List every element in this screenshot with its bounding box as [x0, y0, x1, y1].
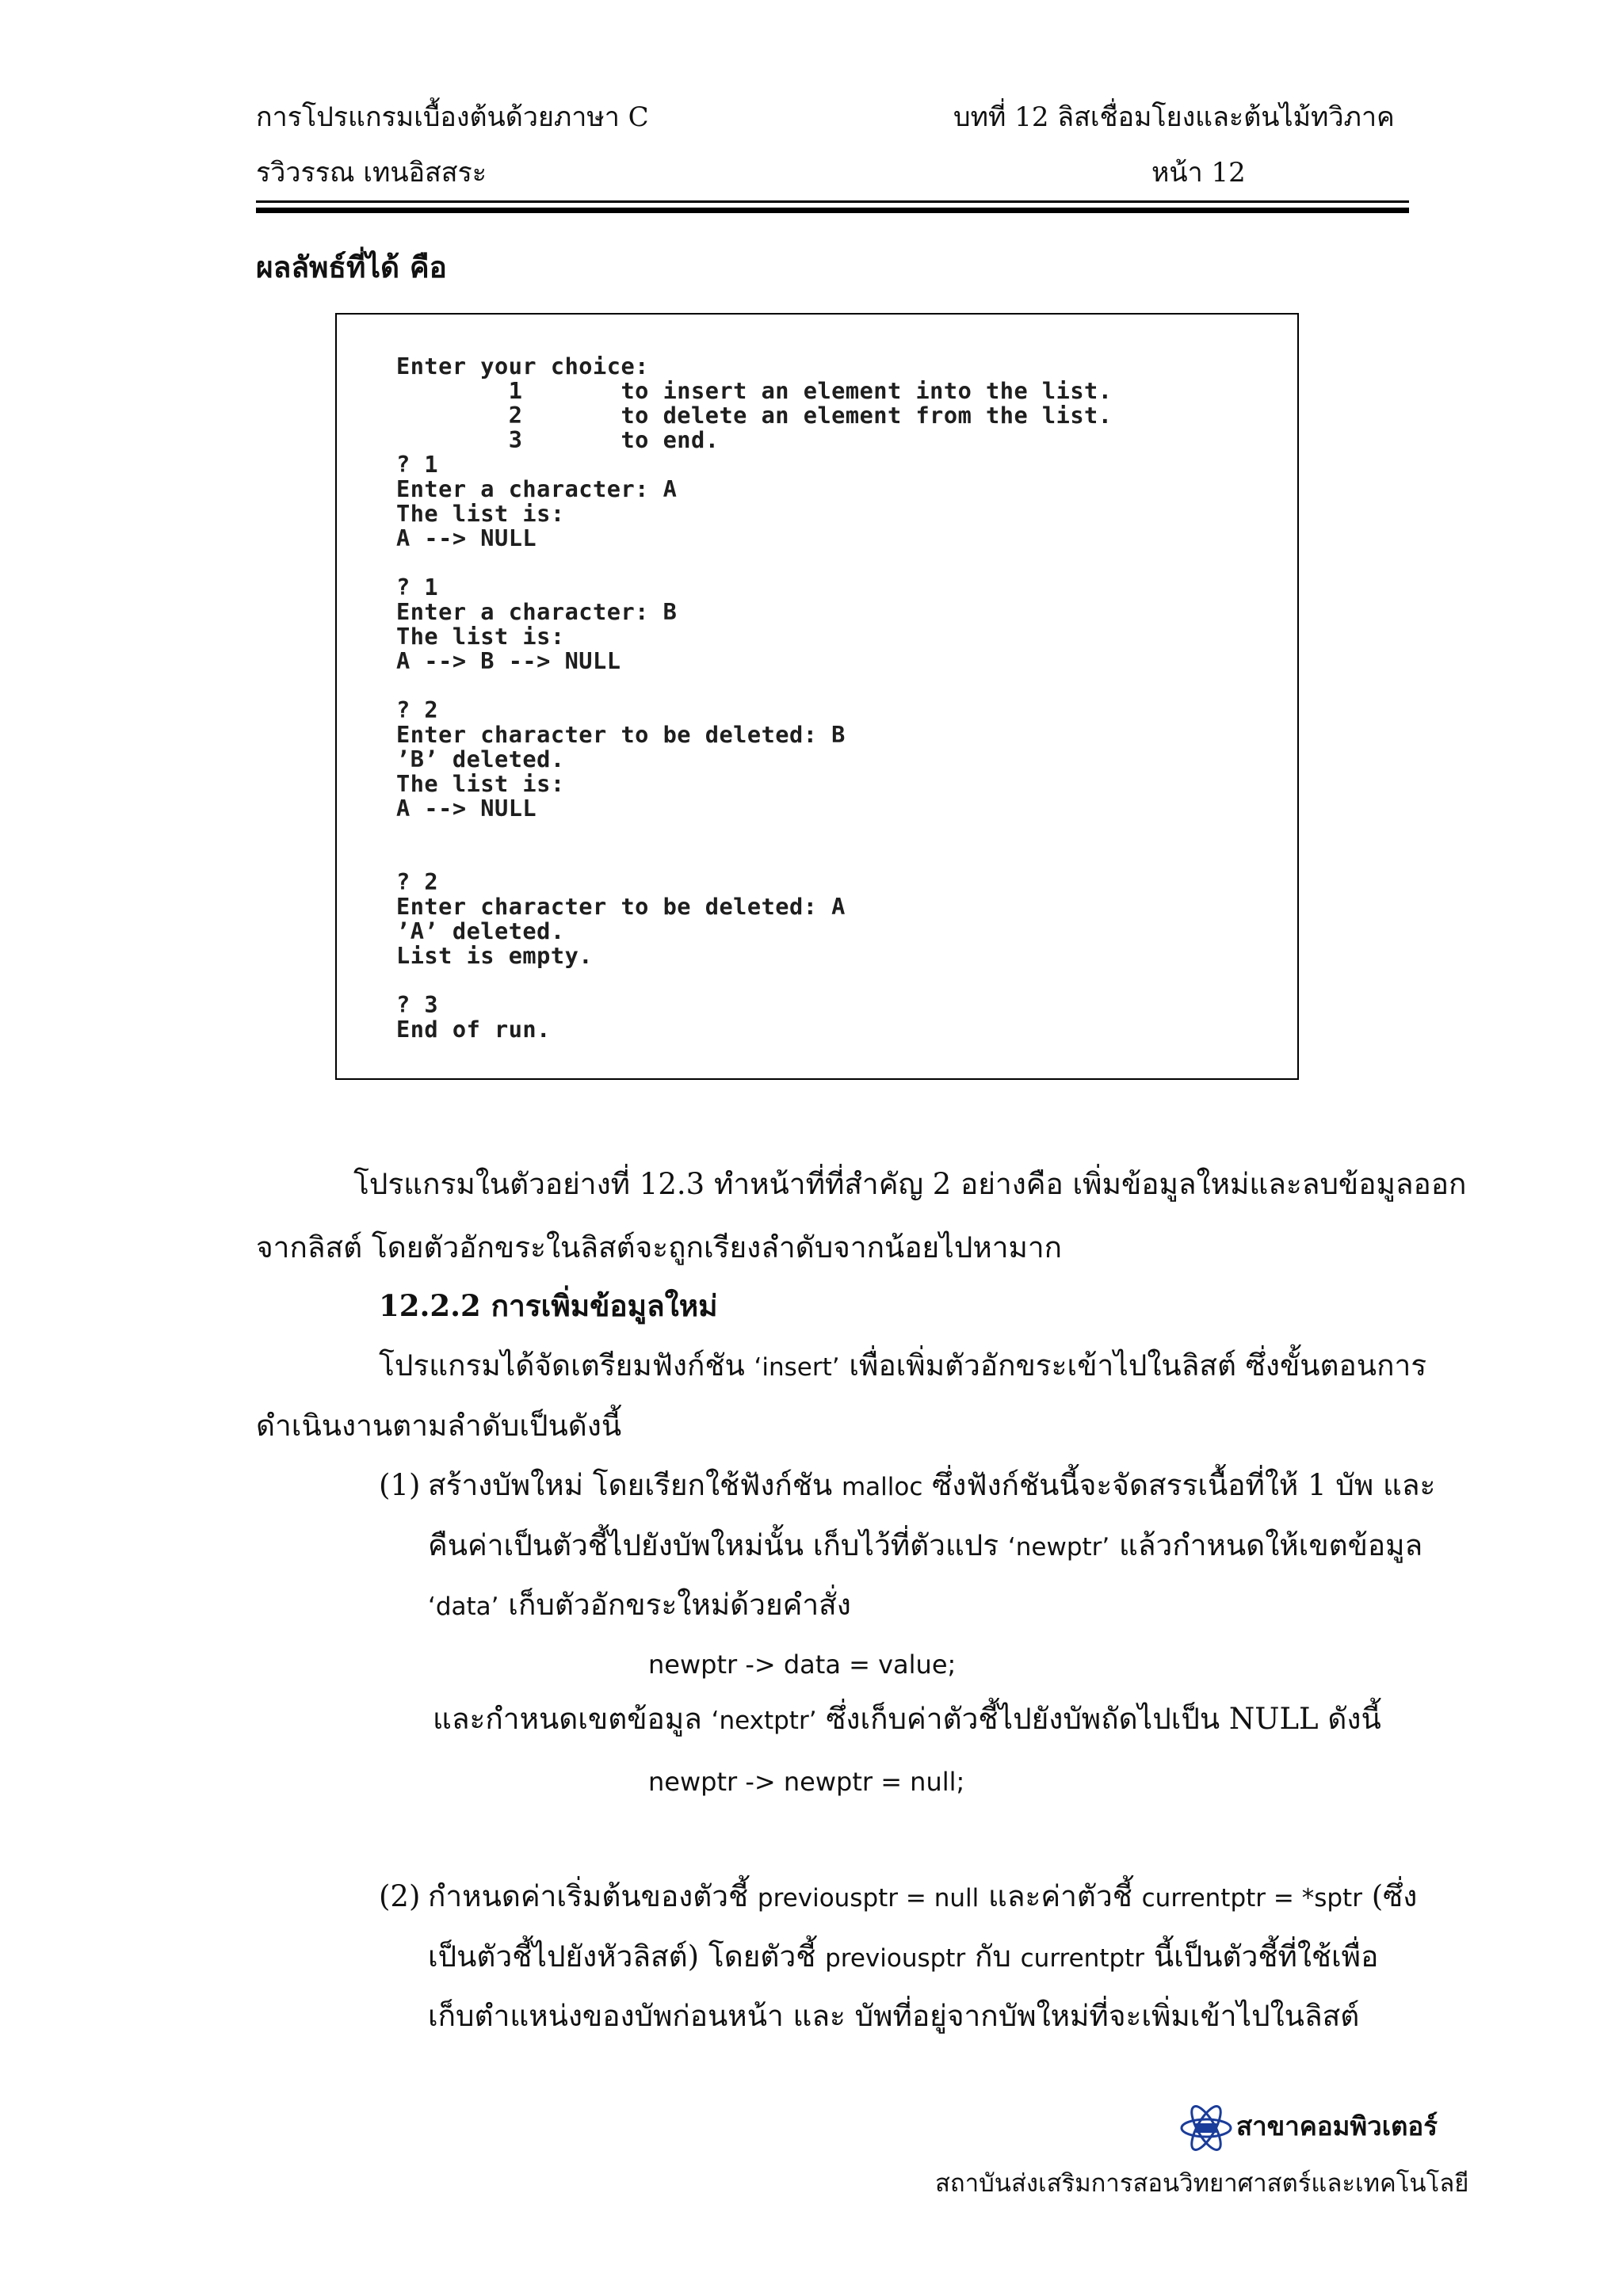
item2-code-currentptr-sptr: currentptr = *sptr [1141, 1884, 1362, 1913]
console-line: 1 to insert an element into the list. [396, 377, 1113, 404]
item1-line3 [428, 1588, 851, 1624]
section-heading: 12.2.2 การเพิ่มข้อมูลใหม่ [379, 1288, 718, 1323]
console-line [396, 821, 1112, 845]
item2-code-previousptr: previousptr [825, 1944, 966, 1973]
item1-code-data: ‘data’ [428, 1592, 499, 1621]
item1-line4 [433, 1702, 1381, 1738]
console-line: Enter your choice: [396, 353, 649, 379]
para2-text-a: โปรแกรมได้จัดเตรียมฟังก์ชัน [379, 1348, 754, 1383]
para2-text-b: เพื่อเพิ่มตัวอักขระเข้าไปในลิสต์ ซึ่งขั้นตอนการ [839, 1348, 1427, 1383]
item1-code-statement-2: newptr -> newptr = null; [648, 1767, 965, 1797]
header-page-number: หน้า 12 [1151, 157, 1246, 189]
console-line: 2 to delete an element from the list. [396, 402, 1113, 429]
item1-code-newptr: ‘newptr’ [1007, 1533, 1110, 1562]
item1-line1 [428, 1468, 1435, 1505]
console-line: A --> NULL [396, 524, 537, 551]
console-line: Enter a character: B [396, 598, 678, 625]
item1-line4-text-b: ซึ่งเก็บค่าตัวชี้ไปยังบัพถัดไปเป็น NULL ดังนี้ [816, 1702, 1381, 1736]
console-line: End of run. [396, 1016, 551, 1043]
ipst-atom-logo-icon [1179, 2101, 1233, 2155]
item2-line3: เก็บตำแหน่งของบัพก่อนหน้า และ บัพที่อยู่จากบัพใหม่ที่จะเพิ่มเข้าไปในลิสต์ [428, 1999, 1360, 2033]
item2-line1-text-a: กำหนดค่าเริ่มต้นของตัวชี้ [428, 1879, 758, 1913]
console-line: The list is: [396, 623, 565, 650]
header-rule-thin [256, 200, 1409, 203]
console-line: 3 to end. [396, 426, 720, 453]
para2-line2: ดำเนินงานตามลำดับเป็นดังนี้ [256, 1409, 622, 1443]
console-line [396, 551, 1112, 575]
item2-line2-text-a: เป็นตัวชี้ไปยังหัวลิสต์) โดยตัวชี้ [428, 1939, 826, 1974]
footer-department: สาขาคอมพิวเตอร์ [1236, 2111, 1438, 2142]
item1-line1-text-a: สร้างบัพใหม่ โดยเรียกใช้ฟังก์ชัน [428, 1468, 842, 1502]
para2-code-insert: ‘insert’ [754, 1353, 840, 1382]
console-line: The list is: [396, 500, 565, 527]
item1-line2 [428, 1528, 1423, 1565]
console-line: ? 1 [396, 574, 439, 601]
item2-number: (2) [379, 1879, 421, 1913]
console-line [396, 673, 1112, 698]
item2-code-previousptr-null: previousptr = null [757, 1884, 980, 1913]
item1-number: (1) [379, 1468, 421, 1502]
header-rule-thick [256, 208, 1409, 213]
console-line: List is empty. [396, 942, 594, 969]
item2-line2 [428, 1939, 1378, 1976]
item1-code-malloc: malloc [841, 1473, 923, 1501]
console-line: ’B’ deleted. [396, 746, 565, 772]
console-line: The list is: [396, 770, 565, 797]
result-heading: ผลลัพธ์ที่ได้ คือ [256, 250, 447, 284]
header-author: รวิวรรณ เทนอิสสระ [256, 157, 487, 189]
console-line: Enter a character: A [396, 475, 678, 502]
console-line: Enter character to be deleted: A [396, 893, 846, 920]
header-book-title: การโปรแกรมเบื้องต้นด้วยภาษา C [256, 101, 649, 133]
item2-line1-text-b: และค่าตัวชี้ [979, 1879, 1142, 1913]
console-line: A --> NULL [396, 795, 537, 822]
console-line: ? 2 [396, 868, 439, 895]
console-output-text [396, 354, 1112, 1042]
item1-line2-text-a: คืนค่าเป็นตัวชี้ไปยังบัพใหม่นั้น เก็บไว้ที่ตัวแปร [428, 1528, 1008, 1562]
footer-institute: สถาบันส่งเสริมการสอนวิทยาศาสตร์และเทคโนโลยี [935, 2169, 1469, 2198]
console-line: A --> B --> NULL [396, 647, 621, 674]
item2-code-currentptr: currentptr [1020, 1944, 1145, 1973]
para1-line1: โปรแกรมในตัวอย่างที่ 12.3 ทำหน้าที่ที่สำคัญ 2 อย่างคือ เพิ่มข้อมูลใหม่และลบข้อมูลออก [353, 1167, 1467, 1201]
para1-line2: จากลิสต์ โดยตัวอักขระในลิสต์จะถูกเรียงลำดับจากน้อยไปหามาก [256, 1230, 1063, 1264]
console-line: ? 2 [396, 696, 439, 723]
console-line [396, 845, 1112, 870]
console-line: ? 1 [396, 451, 439, 478]
console-line: ? 3 [396, 991, 439, 1018]
item2-line1-text-c: (ซึ่ง [1361, 1879, 1418, 1913]
item1-line4-text-a: และกำหนดเขตข้อมูล [433, 1702, 712, 1736]
item1-code-nextptr: ‘nextptr’ [711, 1707, 817, 1735]
para2-line1 [379, 1348, 1426, 1385]
item2-line2-text-c: นี้เป็นตัวชี้ที่ใช้เพื่อ [1144, 1939, 1379, 1974]
console-line [396, 968, 1112, 993]
item2-line1 [428, 1879, 1417, 1916]
item1-line3-text: เก็บตัวอักขระใหม่ด้วยคำสั่ง [498, 1588, 851, 1622]
console-output-box [335, 313, 1299, 1080]
console-line: Enter character to be deleted: B [396, 721, 846, 748]
item1-code-statement-1: newptr -> data = value; [648, 1650, 957, 1680]
item1-line1-text-b: ซึ่งฟังก์ชันนี้จะจัดสรรเนื้อที่ให้ 1 บัพ และ [922, 1468, 1436, 1502]
item2-line2-text-b: กับ [965, 1939, 1021, 1974]
header-chapter: บทที่ 12 ลิสเชื่อมโยงและต้นไม้ทวิภาค [953, 101, 1395, 133]
console-line: ’A’ deleted. [396, 917, 565, 944]
item1-line2-text-b: แล้วกำหนดให้เขตข้อมูล [1109, 1528, 1423, 1562]
